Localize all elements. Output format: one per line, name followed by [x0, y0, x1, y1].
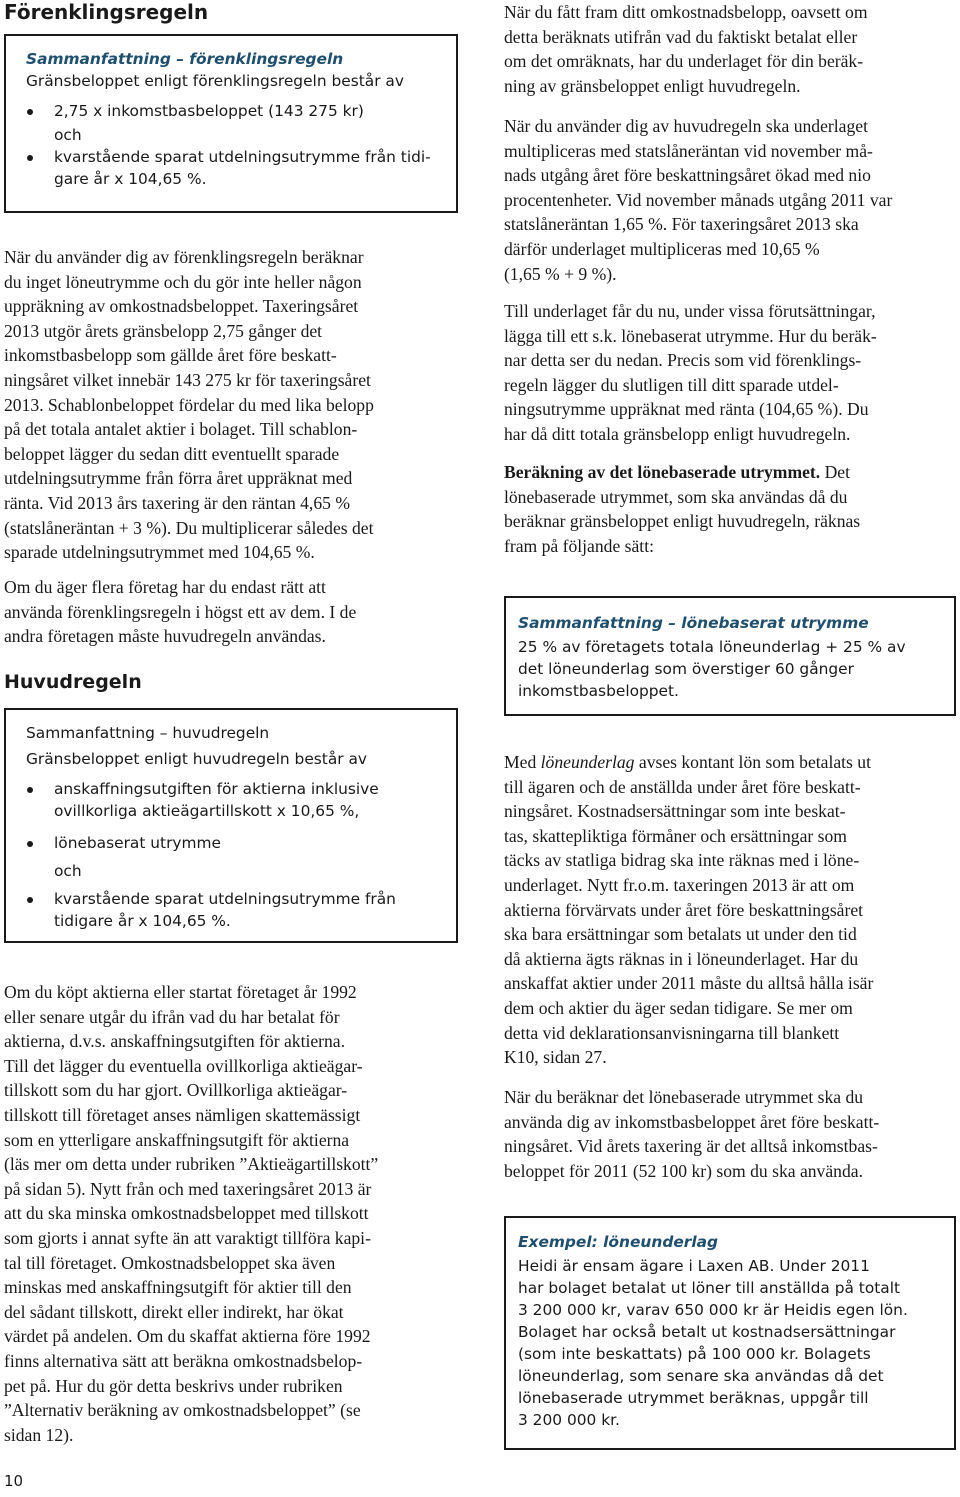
text-line: 2013 utgör årets gränsbelopp 2,75 gånger det — [4, 320, 323, 341]
och-label: och — [54, 126, 82, 144]
text-line: utdelningsutrymme från förra året uppräknat med — [4, 468, 353, 489]
text-line: detta vid deklarationsanvisningarna till blankett — [504, 1022, 840, 1043]
run-in-heading: Beräkning av det lönebaserade utrymmet. — [504, 462, 821, 482]
page-number: 10 — [4, 1472, 24, 1490]
paragraph — [504, 460, 956, 558]
text-line: använda förenklingsregeln i högst ett av dem. I de — [4, 601, 357, 622]
text-line: andra företagen måste huvudregeln användas. — [4, 626, 326, 647]
paragraph — [504, 1085, 956, 1183]
text-line: multipliceras med statslåneräntan vid november må- — [504, 140, 873, 161]
text-line: När du fått fram ditt omkostnadsbelopp, oavsett om — [504, 2, 868, 22]
paragraph-forenkling — [4, 245, 458, 574]
text-line: (som inte beskattats) på 100 000 kr. Bolagets — [518, 1345, 871, 1363]
text-line: fram på följande sätt: — [504, 535, 654, 556]
summary-list — [26, 778, 436, 854]
text-line: sparade utdelningsutrymmet med 104,65 %. — [4, 542, 315, 563]
example-body — [518, 1255, 942, 1431]
text-line: uppräkning av omkostnadsbeloppet. Taxeringsåret — [4, 296, 359, 317]
text-line: sidan 12). — [4, 1424, 74, 1445]
text-line: beloppet lägger du sedan ditt eventuellt sparade — [4, 443, 340, 464]
text-line: tal till företaget. Omkostnadsbeloppet ska även — [4, 1252, 336, 1273]
paragraph-loneunderlag — [504, 750, 956, 1079]
text-line: anskaffat aktier under 2011 måste du alltså hålla isär — [504, 973, 874, 994]
text-line: (läs mer om detta under rubriken ”Aktieägartillskott” — [4, 1154, 379, 1175]
summary-intro: Gränsbeloppet enligt förenklingsregeln består av — [26, 72, 404, 90]
list-item-line: kvarstående sparat utdelningsutrymme från — [54, 890, 396, 908]
text-line: nads utgång året före beskattningsåret ökad med nio — [504, 165, 871, 186]
text-line: Till underlaget får du nu, under vissa förutsättningar, — [504, 301, 876, 321]
summary-list — [26, 888, 436, 932]
text-line: lägga till ett s.k. lönebaserat utrymme. Hur du beräk- — [504, 325, 877, 346]
summary-box-huvudregeln — [4, 708, 458, 943]
text-line: eller senare utgår du ifrån vad du har betalat för — [4, 1006, 340, 1027]
text-line: Till det lägger du eventuella ovillkorliga aktieägar- — [4, 1055, 363, 1076]
list-item-line: tidigare år x 104,65 %. — [54, 912, 231, 930]
summary-title: Sammanfattning – huvudregeln — [26, 724, 270, 742]
text-line: Heidi är ensam ägare i Laxen AB. Under 2011 — [518, 1257, 870, 1275]
text-line: till ägaren och de anställda under året före beskatt- — [504, 776, 861, 797]
list-item — [26, 146, 436, 190]
paragraph-flera-foretag — [4, 575, 458, 658]
paragraph — [504, 114, 956, 286]
och-label: och — [54, 862, 82, 880]
list-item-line: gare år x 104,65 %. — [54, 170, 207, 188]
text-line: täcks av statliga bidrag ska inte räknas med i löne- — [504, 850, 860, 871]
text-line: lönebaserade utrymmet beräknas, uppgår till — [518, 1389, 869, 1407]
paragraph — [504, 299, 956, 447]
text-line: (1,65 % + 9 %). — [504, 263, 617, 284]
text-line: Om du äger flera företag har du endast rätt att — [4, 577, 326, 597]
text-line: ningsåret. Kostnadsersättningar som inte beskat- — [504, 801, 846, 822]
paragraph — [504, 0, 956, 98]
text-line: på det totala antalet aktier i bolaget. Till schablon- — [4, 419, 358, 440]
text-line: underlaget. Nytt fr.o.m. taxeringen 2013 är att om — [504, 874, 855, 895]
text-line: du inget löneutrymme och du gör inte heller någon — [4, 271, 362, 292]
text-line: 3 200 000 kr, varav 650 000 kr är Heidis egen lön. — [518, 1301, 908, 1319]
text-line: därför underlaget multipliceras med 10,65 % — [504, 238, 820, 259]
list-item: lönebaserat utrymme — [26, 832, 436, 854]
text-run: avses kontant lön som betalats ut — [634, 752, 871, 772]
text-line: om det omräknats, har du underlaget för din beräk- — [504, 51, 864, 72]
heading-huvudregeln: Huvudregeln — [4, 671, 142, 693]
text-line: tillskott till företaget anses nämligen skattemässigt — [4, 1104, 361, 1125]
summary-line: 25 % av företagets totala löneunderlag + 25 % av — [518, 638, 906, 656]
text-line: ningsåret. Vid årets taxering är det alltså inkomstbas- — [504, 1136, 878, 1157]
text-line: har då ditt totala gränsbelopp enligt huvudregeln. — [504, 423, 851, 444]
text-line: på sidan 5). Nytt från och med taxeringsåret 2013 är — [4, 1178, 372, 1199]
text-line: (statslåneräntan + 3 %). Du multiplicerar således det — [4, 517, 374, 538]
text-line — [504, 460, 956, 485]
text-line: aktierna förvärvats under året före beskattningsåret — [504, 899, 864, 920]
text-line: lönebaserade utrymmet, som ska användas då du — [504, 486, 848, 507]
list-item — [26, 778, 436, 822]
example-title: Exempel: löneunderlag — [518, 1233, 719, 1251]
text-line: ningsåret vilket innebär 143 275 kr för taxeringsåret — [4, 369, 371, 390]
text-line: 3 200 000 kr. — [518, 1411, 620, 1429]
text-line: regeln lägger du slutligen till ditt sparade utdel- — [504, 374, 839, 395]
list-item-line: anskaffningsutgiften för aktierna inklusive — [54, 780, 379, 798]
list-item: 2,75 x inkomstbasbeloppet (143 275 kr) — [26, 100, 436, 122]
example-box-loneunderlag — [504, 1216, 956, 1450]
text-line: statslåneräntan 1,65 %. För taxeringsåret 2013 ska — [504, 214, 859, 235]
paragraph-lonebaserat-intro — [504, 299, 956, 456]
text-line: inkomstbasbelopp som gällde året före beskatt- — [4, 345, 337, 366]
text-line: finns alternativa sätt att beräkna omkostnadsbelop- — [4, 1350, 363, 1371]
text-line: pet på. Hur du gör detta beskrivs under rubriken — [4, 1375, 343, 1396]
text-line — [504, 750, 956, 775]
paragraph-omkostnad — [504, 0, 956, 107]
text-line: som gjorts i annat syfte än att varaktigt tillföra kapi- — [4, 1227, 371, 1248]
summary-line: inkomstbasbeloppet. — [518, 682, 679, 700]
text-line: använda dig av inkomstbasbeloppet året före beskatt- — [504, 1111, 880, 1132]
paragraph-inkomstbasbelopp — [504, 1085, 956, 1192]
text-line: aktierna, d.v.s. anskaffningsutgiften för aktierna. — [4, 1031, 346, 1052]
paragraph — [4, 575, 458, 649]
text-line: tillskott som du har gjort. Ovillkorliga aktieägar- — [4, 1080, 348, 1101]
text-line: Om du köpt aktierna eller startat företaget år 1992 — [4, 982, 357, 1002]
list-item — [26, 888, 436, 932]
text-line: dem och aktier du äger sedan tidigare. Se mer om — [504, 997, 853, 1018]
summary-box-forenklingsregeln — [4, 34, 458, 213]
text-run: Med — [504, 752, 541, 772]
text-line: K10, sidan 27. — [504, 1047, 607, 1068]
text-line: ning av gränsbeloppet enligt huvudregeln. — [504, 75, 801, 96]
list-item-line: kvarstående sparat utdelningsutrymme från tidi- — [54, 148, 431, 166]
summary-list — [26, 100, 436, 122]
summary-box-lonebaserat — [504, 596, 956, 716]
text-line: ”Alternativ beräkning av omkostnadsbeloppet” (se — [4, 1400, 361, 1421]
text-line: värdet på andelen. Om du skaffat aktierna före 1992 — [4, 1326, 371, 1347]
text-line: När du beräknar det lönebaserade utrymmet ska du — [504, 1087, 864, 1107]
text-line: När du använder dig av förenklingsregeln beräknar — [4, 247, 364, 267]
summary-title: Sammanfattning – lönebaserat utrymme — [518, 614, 869, 632]
text-line: ningsutrymme uppräknat med ränta (104,65 %). Du — [504, 399, 869, 420]
paragraph-statslanerantan — [504, 114, 956, 295]
text-run: Det — [820, 462, 850, 482]
summary-intro: Gränsbeloppet enligt huvudregeln består av — [26, 750, 368, 768]
text-line: del sådant tillskott, direkt eller indirekt, har ökat — [4, 1301, 344, 1322]
text-line: nar detta ser du nedan. Precis som vid förenklings- — [504, 350, 862, 371]
text-line: beräknar gränsbeloppet enligt huvudregeln, räknas — [504, 511, 861, 532]
text-line: löneunderlag, som senare ska användas då det — [518, 1367, 884, 1385]
text-line: minskas med anskaffningsutgift för aktier till den — [4, 1277, 352, 1298]
text-line: att du ska minska omkostnadsbeloppet med tillskott — [4, 1203, 369, 1224]
text-line: ska bara ersättningar som betalats ut under den tid — [504, 924, 857, 945]
text-line: ränta. Vid 2013 års taxering är den räntan 4,65 % — [4, 492, 350, 513]
paragraph — [504, 750, 956, 1070]
paragraph-berakning — [504, 460, 956, 567]
summary-list — [26, 146, 436, 190]
summary-title: Sammanfattning – förenklingsregeln — [26, 50, 344, 68]
text-line: då aktierna ägts räknas in i löneunderlaget. Har du — [504, 948, 859, 969]
text-line: har bolaget betalat ut löner till anställda på totalt — [518, 1279, 901, 1297]
text-line: När du använder dig av huvudregeln ska underlaget — [504, 116, 868, 136]
list-item-line: ovillkorliga aktieägartillskott x 10,65 %, — [54, 802, 360, 820]
text-line: beloppet för 2011 (52 100 kr) som du ska använda. — [504, 1160, 863, 1181]
paragraph-anskaffning — [4, 980, 458, 1456]
summary-line: det löneunderlag som överstiger 60 gånger — [518, 660, 854, 678]
paragraph — [4, 980, 458, 1447]
text-line: 2013. Schablonbeloppet fördelar du med lika belopp — [4, 394, 374, 415]
text-line: tas, skattepliktiga förmåner och ersättningar som — [504, 825, 847, 846]
text-line: som en ytterligare anskaffningsutgift för aktierna — [4, 1129, 350, 1150]
text-line: detta beräknats utifrån vad du faktiskt betalat eller — [504, 26, 858, 47]
paragraph — [4, 245, 458, 565]
text-line: Bolaget har också betalt ut kostnadsersättningar — [518, 1323, 896, 1341]
italic-term: löneunderlag — [540, 752, 635, 772]
heading-forenklingsregeln: Förenklingsregeln — [4, 0, 209, 24]
text-line: procentenheter. Vid november månads utgång 2011 var — [504, 189, 893, 210]
